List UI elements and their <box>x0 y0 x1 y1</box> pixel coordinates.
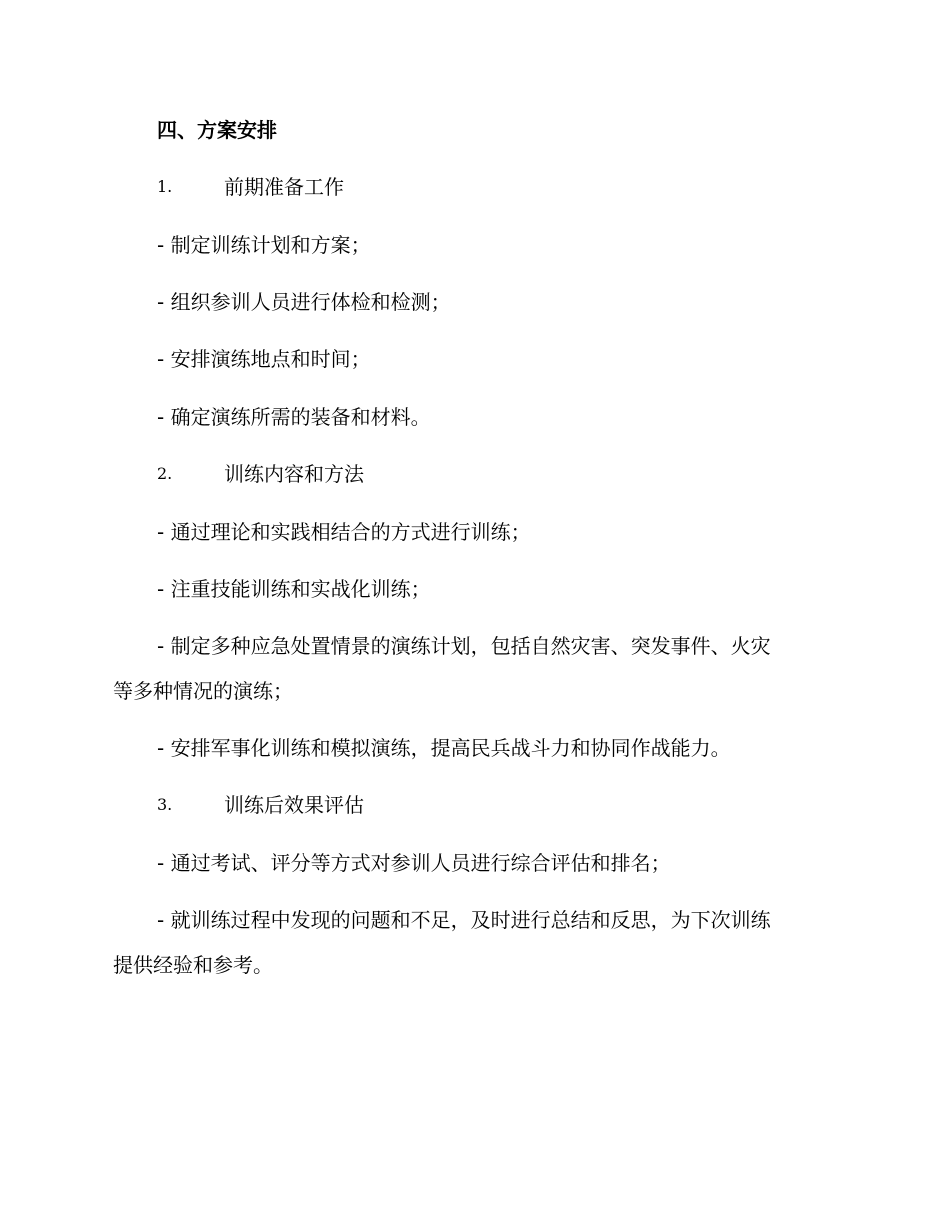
list-item: - 通过考试、评分等方式对参训人员进行综合评估和排名； <box>157 851 671 875</box>
list-item: - 组织参训人员进行体检和检测； <box>157 290 451 314</box>
list-item: - 安排演练地点和时间； <box>157 347 371 371</box>
list-item-continuation: 等多种情况的演练； <box>113 679 293 703</box>
list-item: - 确定演练所需的装备和材料。 <box>157 405 431 429</box>
section-3-title: 训练后效果评估 <box>224 793 364 817</box>
list-item: - 就训练过程中发现的问题和不足，及时进行总结和反思，为下次训练 <box>157 908 771 932</box>
list-item: - 安排军事化训练和模拟演练，提高民兵战斗力和协同作战能力。 <box>157 736 731 760</box>
list-item-continuation: 提供经验和参考。 <box>113 953 273 977</box>
list-item: - 通过理论和实践相结合的方式进行训练； <box>157 520 531 544</box>
section-1-number: 1. <box>157 177 173 196</box>
section-2-title: 训练内容和方法 <box>224 462 364 486</box>
list-item: - 制定训练计划和方案； <box>157 233 371 257</box>
list-item: - 制定多种应急处置情景的演练计划，包括自然灾害、突发事件、火灾 <box>157 634 771 658</box>
section-3-number: 3. <box>157 795 173 814</box>
section-2-number: 2. <box>157 464 173 483</box>
section-1-title: 前期准备工作 <box>224 175 344 199</box>
list-item: - 注重技能训练和实战化训练； <box>157 577 431 601</box>
section-heading: 四、方案安排 <box>157 118 277 142</box>
